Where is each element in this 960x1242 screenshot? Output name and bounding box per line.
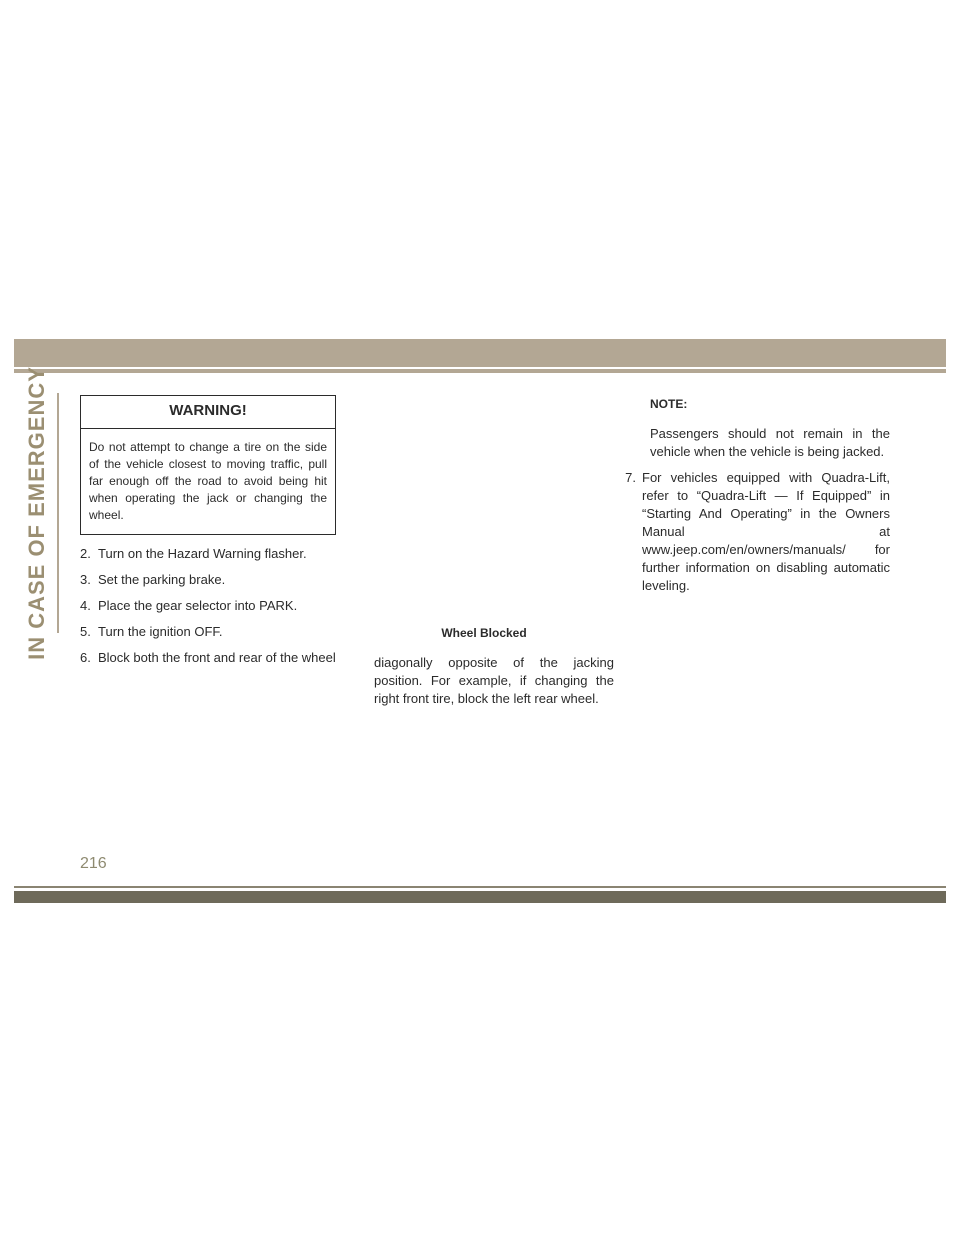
step-number: 5. — [80, 624, 91, 639]
step-text: Block both the front and rear of the wheel — [98, 650, 336, 665]
step-item — [80, 545, 336, 563]
wheel-blocked-figure — [374, 395, 614, 617]
step-text: Set the parking brake. — [98, 572, 226, 587]
column-left — [80, 395, 336, 675]
step-text: Turn the ignition OFF. — [98, 624, 223, 639]
step-number: 2. — [80, 546, 91, 561]
step-number: 4. — [80, 598, 91, 613]
header-rule — [14, 369, 946, 373]
step-number: 6. — [80, 650, 91, 665]
figure-caption: Wheel Blocked — [441, 626, 527, 640]
section-tab — [14, 366, 60, 660]
step-item — [80, 623, 336, 641]
step-text: Turn on the Hazard Warning flasher. — [98, 546, 307, 561]
column-right — [606, 395, 890, 595]
note-body: Passengers should not remain in the vehicle when the vehicle is being jacked. — [650, 426, 890, 459]
header-band — [14, 339, 946, 367]
step-item — [80, 649, 336, 667]
warning-box — [80, 395, 336, 535]
step6-continued-text: diagonally opposite of the jacking position. For example, if changing the right front tire, block the left rear wheel. — [374, 655, 614, 706]
step-text: For vehicles equipped with Quadra-Lift, refer to “Quadra-Lift — If Equipped” in “Starting And Operating” in the Owners Manual at www.jeep.com/en/owners/manuals/ for further information on disabling automatic leveling. — [642, 470, 890, 593]
footer-band — [14, 891, 946, 903]
step-item — [80, 597, 336, 615]
footer-rule — [14, 886, 946, 888]
warning-body: Do not attempt to change a tire on the side of the vehicle closest to moving traffic, pull far enough off the road to avoid being hit when operating the jack or changing the wheel. — [89, 440, 327, 522]
page-number: 216 — [80, 855, 107, 872]
section-tab-rule — [57, 393, 59, 633]
step-item — [80, 571, 336, 589]
step-item — [606, 469, 890, 595]
note-title: NOTE: — [650, 397, 688, 411]
step-text: Place the gear selector into PARK. — [98, 598, 298, 613]
step-number: 3. — [80, 572, 91, 587]
section-tab-label: IN CASE OF EMERGENCY — [24, 366, 49, 660]
warning-title: WARNING! — [81, 396, 335, 429]
step-number: 7. — [625, 470, 636, 485]
